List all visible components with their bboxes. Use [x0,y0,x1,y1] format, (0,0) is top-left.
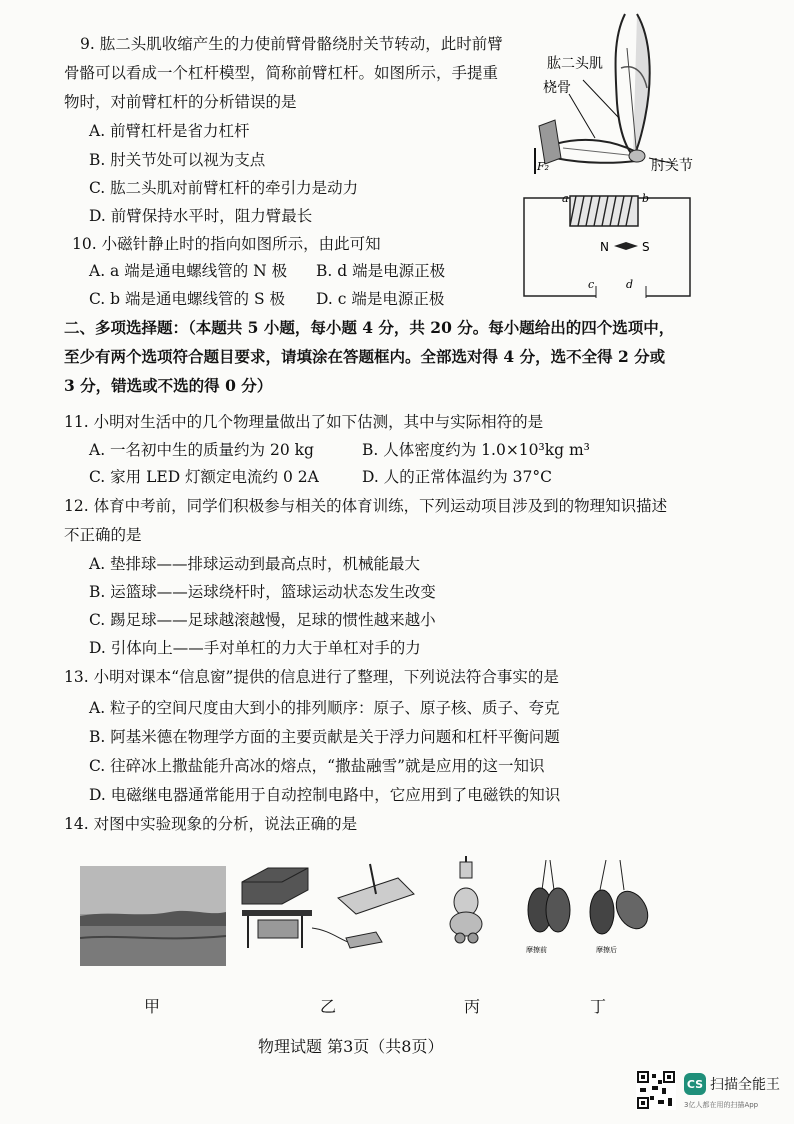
label-joint: 肘关节 [651,158,693,174]
q12-stem-line2: 不正确的是 [64,526,142,544]
q9-option-c: C. 肱二头肌对前臂杠杆的牵引力是动力 [89,179,359,197]
solenoid-circuit-figure [522,190,694,300]
q13-option-b: B. 阿基米德在物理学方面的主要贡献是关于浮力问题和杠杆平衡问题 [89,728,560,746]
q13-option-a: A. 粒子的空间尺度由大到小的排列顺序：原子、原子核、质子、夸克 [89,699,560,717]
q9-option-b: B. 肘关节处可以视为支点 [89,151,266,169]
figure-ding [520,860,670,960]
forearm-lever-figure [525,8,730,176]
q12-option-a: A. 垫排球——排球运动到最高点时，机械能最大 [89,555,421,573]
label-force: F₂ [537,160,550,173]
figure-jia [80,866,226,966]
caption-jia: 甲 [144,997,161,1016]
label-bone: 桡骨 [543,80,571,96]
q11-option-a: A. 一名初中生的质量约为 20 kg [89,441,314,459]
end-b-label: b [642,192,650,205]
figure-yi [238,858,418,968]
q10-option-b: B. d 端是电源正极 [316,262,446,280]
q12-option-d: D. 引体向上——手对单杠的力大于单杠对手的力 [89,639,421,657]
label-muscle: 肱二头肌 [547,56,603,72]
q12-option-c: C. 踢足球——足球越滚越慢，足球的惯性越来越小 [89,611,436,629]
section2-heading-line3: 3 分，错选或不选的得 0 分） [64,376,273,395]
q9-option-a: A. 前臂杠杆是省力杠杆 [89,122,250,140]
q11-stem: 11. 小明对生活中的几个物理量做出了如下估测，其中与实际相符的是 [64,413,544,431]
figure-bing [446,856,490,952]
q9-stem-line3: 物时，对前臂杠杆的分析错误的是 [64,93,297,111]
caption-yi: 乙 [320,997,337,1016]
page-footer: 物理试题 第3页（共8页） [258,1037,444,1056]
q13-stem: 13. 小明对课本“信息窗”提供的信息进行了整理，下列说法符合事实的是 [64,668,559,686]
caption-ding: 丁 [590,997,607,1016]
label-after-rub: 摩擦后 [596,946,617,954]
scanner-app-name: 扫描全能王 [710,1077,780,1093]
q12-stem-line1: 12. 体育中考前，同学们积极参与相关的体育训练，下列运动项目涉及到的物理知识描述 [64,497,668,515]
qr-code-icon [636,1070,676,1110]
q11-option-c: C. 家用 LED 灯额定电流约 0 2A [89,468,319,486]
label-before-rub: 摩擦前 [526,946,547,954]
terminal-c-label: c [588,278,595,291]
q13-option-d: D. 电磁继电器通常能用于自动控制电路中，它应用到了电磁铁的知识 [89,786,561,804]
needle-n-label: N [600,240,609,254]
scanner-app-tagline: 3亿人都在用的扫描App [684,1101,759,1109]
q14-stem: 14. 对图中实验现象的分析，说法正确的是 [64,815,358,833]
needle-s-label: S [642,240,650,254]
q10-option-c: C. b 端是通电螺线管的 S 极 [89,290,285,308]
cs-logo-icon: CS [684,1073,706,1095]
q10-option-d: D. c 端是电源正极 [316,290,445,308]
q12-option-b: B. 运篮球——运球绕杆时，篮球运动状态发生改变 [89,583,436,601]
q13-option-c: C. 往碎冰上撒盐能升高冰的熔点，“撒盐融雪”就是应用的这一知识 [89,757,545,775]
q11-option-b: B. 人体密度约为 1.0×10³kg m³ [362,441,590,459]
section2-heading-line2: 至少有两个选项符合题目要求，请填涂在答题框内。全部选对得 4 分，选不全得 2 分或 [64,347,666,366]
q10-stem: 10. 小磁针静止时的指向如图所示，由此可知 [72,235,381,253]
q10-option-a: A. a 端是通电螺线管的 N 极 [89,262,288,280]
q9-stem-line1: 9. 肱二头肌收缩产生的力使前臂骨骼绕肘关节转动，此时前臂 [80,35,503,53]
terminal-d-label: d [626,278,634,291]
end-a-label: a [562,192,569,205]
caption-bing: 丙 [464,997,481,1016]
section2-heading-line1: 二、多项选择题：（本题共 5 小题，每小题 4 分，共 20 分。每小题给出的四个选项中， [64,318,675,337]
q11-option-d: D. 人的正常体温约为 37°C [362,468,552,486]
q9-stem-line2: 骨骼可以看成一个杠杆模型，简称前臂杠杆。如图所示，手提重 [64,64,499,82]
q9-option-d: D. 前臂保持水平时，阻力臂最长 [89,207,313,225]
